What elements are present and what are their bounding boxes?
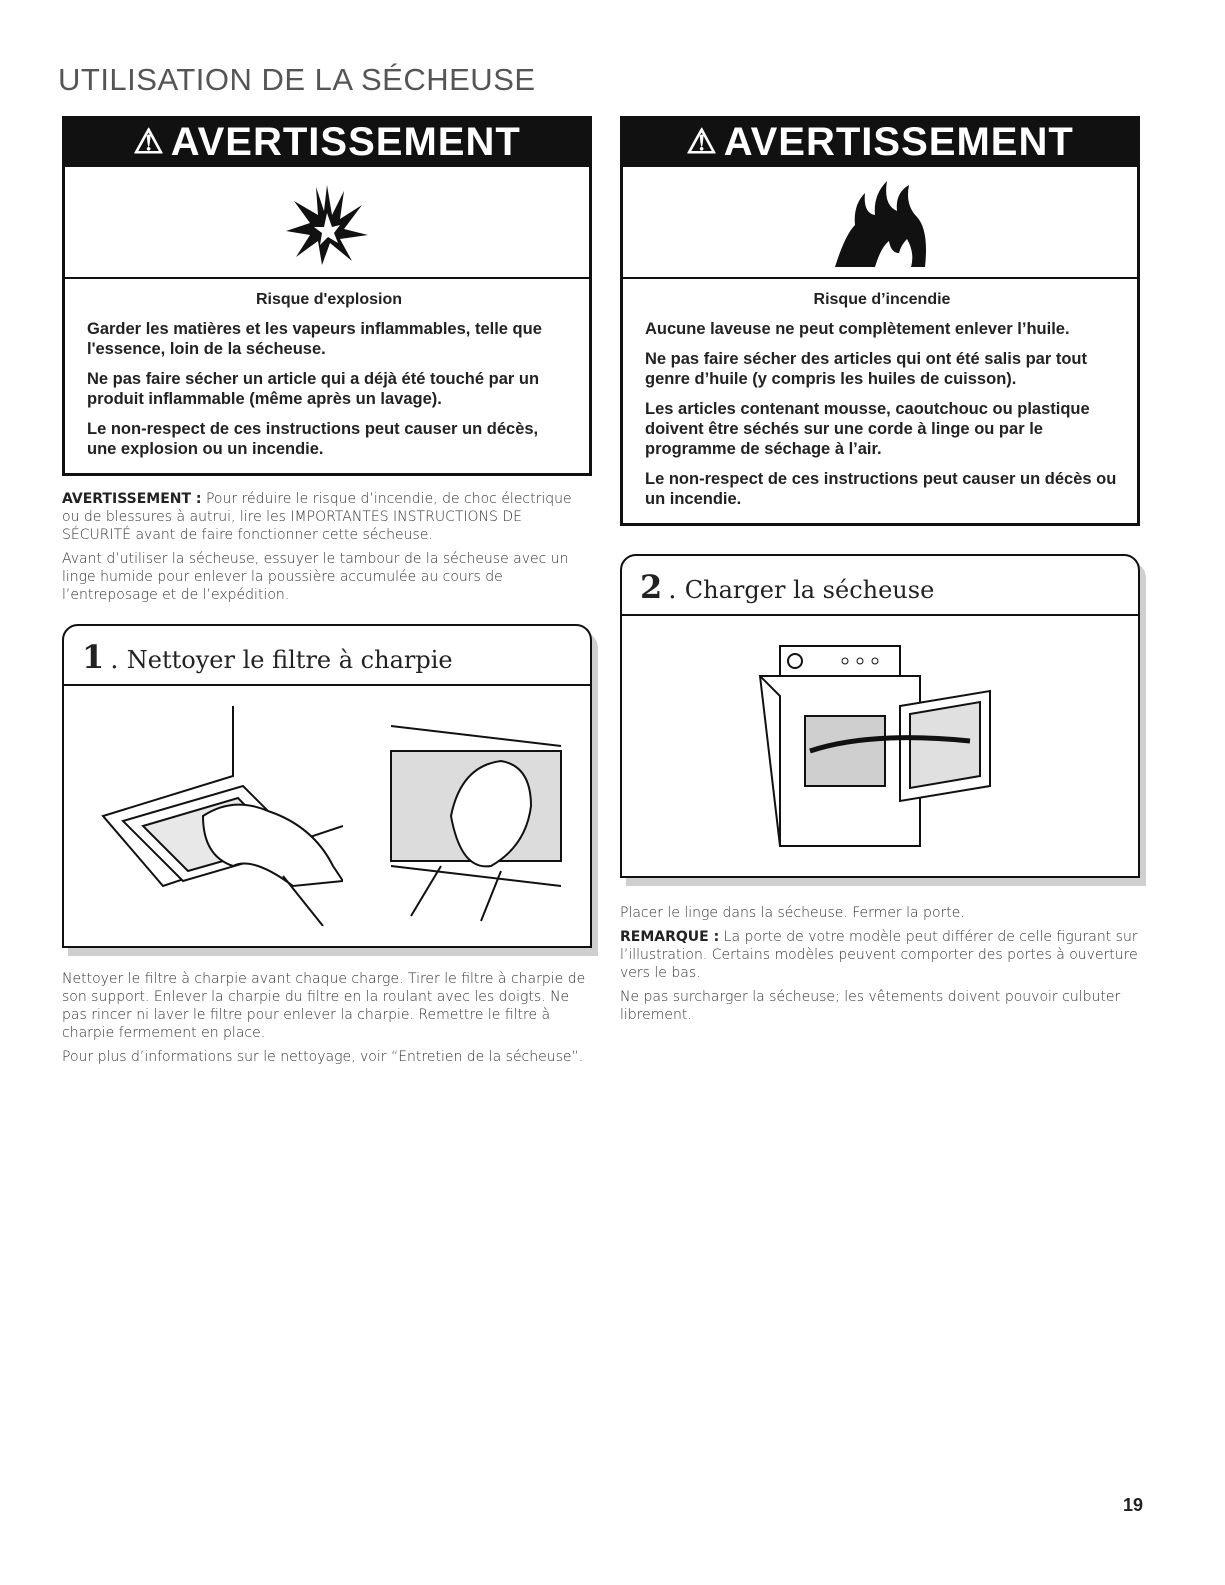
- warning-header: [623, 119, 1137, 167]
- right-column: [620, 116, 1140, 1030]
- step1-illustration: [64, 686, 590, 946]
- warning-paragraph: Ne pas faire sécher des articles qui ont été salis par tout genre d’huile (y compris les huiles de cuisson).: [645, 350, 1087, 388]
- step1-number: 1: [82, 638, 105, 676]
- lint-filter-removal-illustration: [83, 706, 343, 926]
- intro-warning-text: Pour réduire le risque d’incendie, de choc électrique ou de blessures à autrui, lire les IMPORTANTES INSTRUCTIONS DE SÉCURITÉ avant de faire fonctionner cette sécheuse.: [62, 491, 572, 543]
- step2-paragraph: Ne pas surcharger la sécheuse; les vêtements doivent pouvoir culbuter librement.: [620, 989, 1121, 1023]
- step2-header: [622, 556, 1138, 616]
- step1-paragraph: Pour plus d’informations sur le nettoyage, voir “Entretien de la sécheuse”.: [62, 1049, 584, 1065]
- page-number: 19: [1122, 1495, 1143, 1515]
- warning-icon-area: [623, 167, 1137, 279]
- warning-heading: AVERTISSEMENT: [170, 120, 521, 164]
- intro-warning: [62, 490, 592, 544]
- warning-body: [65, 279, 589, 473]
- page-title: UTILISATION DE LA SÉCHEUSE: [58, 62, 536, 97]
- step1-header: [64, 626, 590, 686]
- warning-paragraph: Le non-respect de ces instructions peut causer un décès, une explosion ou un incendie.: [87, 420, 539, 458]
- step2-number: 2: [640, 568, 663, 606]
- intro-paragraph: Avant d’utiliser la sécheuse, essuyer le tambour de la sécheuse avec un linge humide pour enlever la poussière accumulée au cours de l’entreposage et de l’expédition.: [62, 551, 569, 603]
- intro-warning-label: AVERTISSEMENT :: [62, 491, 202, 507]
- dryer-loading-illustration: [750, 636, 1010, 856]
- warning-header: [65, 119, 589, 167]
- fire-warning-box: [620, 116, 1140, 526]
- explosion-warning-box: [62, 116, 592, 476]
- explosion-icon: [282, 177, 372, 267]
- warning-paragraph: Garder les matières et les vapeurs inflammables, telle que l'essence, loin de la sécheuse.: [87, 320, 542, 358]
- step1-title: Nettoyer le filtre à charpie: [126, 646, 453, 674]
- warning-paragraph: Ne pas faire sécher un article qui a déjà été touché par un produit inflammable (même après un lavage).: [87, 370, 540, 408]
- warning-paragraph: Le non-respect de ces instructions peut causer un décès ou un incendie.: [645, 470, 1117, 508]
- risk-title: Risque d’incendie: [813, 291, 951, 308]
- step1-title-dot: .: [110, 645, 127, 675]
- warning-triangle-icon: ⚠: [133, 123, 165, 161]
- step2-title-dot: .: [668, 575, 685, 605]
- step2-card: [620, 554, 1140, 878]
- step2-note: [620, 928, 1140, 982]
- step2-title: Charger la sécheuse: [684, 576, 935, 604]
- step2-illustration: [622, 616, 1138, 876]
- warning-icon-area: [65, 167, 589, 279]
- note-label: REMARQUE :: [620, 929, 720, 945]
- step2-text: [620, 904, 1140, 1024]
- step1-card: [62, 624, 592, 948]
- left-column: [62, 116, 592, 1072]
- step2-paragraph: Placer le linge dans la sécheuse. Fermer la porte.: [620, 905, 965, 921]
- warning-body: [623, 279, 1137, 523]
- intro-text: [62, 490, 592, 604]
- risk-title: Risque d'explosion: [255, 291, 403, 308]
- note-text: La porte de votre modèle peut différer de celle figurant sur l’illustration. Certains modèles peuvent comporter des portes à ouverture vers le bas.: [620, 929, 1138, 981]
- lint-filter-cleaning-illustration: [381, 706, 571, 926]
- fire-icon: [825, 175, 935, 270]
- warning-paragraph: Aucune laveuse ne peut complètement enlever l’huile.: [645, 320, 1070, 338]
- step1-text: [62, 970, 592, 1066]
- warning-paragraph: Les articles contenant mousse, caoutchouc ou plastique doivent être séchés sur une corde à linge ou par le programme de séchage à l’air.: [645, 400, 1090, 458]
- warning-heading: AVERTISSEMENT: [723, 120, 1074, 164]
- warning-triangle-icon: ⚠: [686, 123, 718, 161]
- step1-paragraph: Nettoyer le filtre à charpie avant chaque charge. Tirer le filtre à charpie de son support. Enlever la charpie du filtre en la roulant avec les doigts. Ne pas rincer ni laver le filtre pour enlever la charpie. Remettre le filtre à charpie fermement en place.: [62, 971, 586, 1041]
